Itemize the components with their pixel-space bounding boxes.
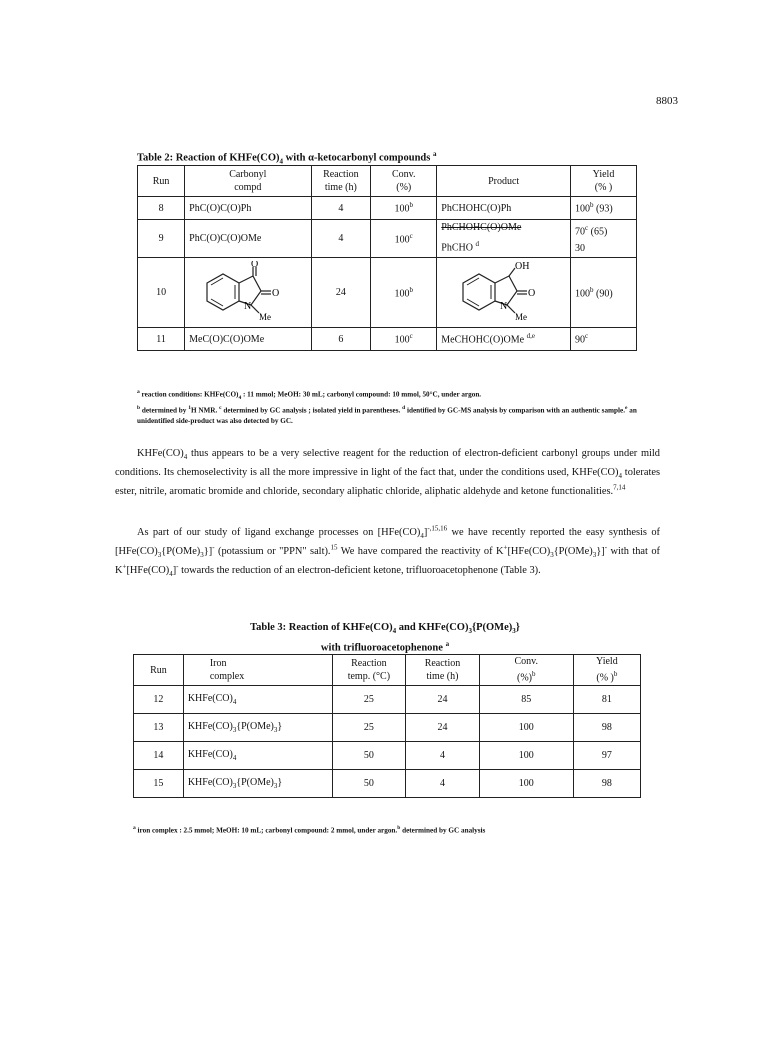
cell-product: PhCHOHC(O)OMe PhCHO $^d$ xyxy=(437,220,571,258)
cell-complex: $KHFe(CO)_3\{P(OMe)_3\}$ xyxy=(183,714,332,742)
col-header-run: Run xyxy=(138,166,185,197)
table-header-row xyxy=(134,655,641,686)
table3 xyxy=(133,654,641,798)
cell-compd: MeC(O)C(O)OMe xyxy=(185,328,311,351)
cell-conv: 100$^b$ xyxy=(371,197,437,220)
col-header-carbonyl: Carbonyl compd xyxy=(185,166,311,197)
paragraph-chemoselectivity: $KHFe(CO)_4$ thus appears to be a very selective reagent for the reduction of electron-deficient carbonyl groups under mild conditions. Its chemoselectivity is all the more impressive in light of the fact that, under the conditions used, $KHFe(CO)_4$ tolerates ester, nitrile, aromatic bromide and chloride, secondary aliphatic chloride, aliphatic aldehyde and ketone functionalities.$^{7,14}$ xyxy=(115,448,660,497)
cell-run: 15 xyxy=(134,770,184,798)
col-header-iron-complex: Iron complex xyxy=(183,655,332,686)
cell-yield: 97 xyxy=(573,742,640,770)
table-row xyxy=(134,686,641,714)
cell-run: 13 xyxy=(134,714,184,742)
table-header-row xyxy=(138,166,637,197)
table-row xyxy=(134,714,641,742)
cell-time: 24 xyxy=(406,714,480,742)
cell-temp: 25 xyxy=(332,686,406,714)
table2-caption: Table 2: Reaction of $KHFe(CO)_4$ with α-ketocarbonyl compounds $^a$ xyxy=(137,150,437,166)
cell-compd: PhC(O)C(O)Ph xyxy=(185,197,311,220)
cell-time: 4 xyxy=(311,220,371,258)
paragraph-ligand-exchange: As part of our study of ligand exchange processes on $[HFe(CO)_4]^{-,15,16}$ we have recently reported the easy synthesis of $[HFe(CO)_3\{P(OMe)_3\}]^-$ (potassium or "PPN" salt).$^{15}$ We have compared the reactivity of $K^+[HFe(CO)_3\{P(OMe)_3\}]^-$ with that of $K^+[HFe(CO)_4]^-$ towards the reduction of an electron-deficient ketone, trifluoroacetophenone (Table 3). xyxy=(115,524,660,579)
table-row xyxy=(138,197,637,220)
footnote-a: $^a$ reaction conditions: $KHFe(CO)_4$ : 11 mmol; MeOH: 30 mL; carbonyl compound: 10 mmol, 50°C, under argon. xyxy=(137,389,482,401)
cell-complex: $KHFe(CO)_3\{P(OMe)_3\}$ xyxy=(183,770,332,798)
col-header-reaction-time: Reaction time (h) xyxy=(406,655,480,686)
cell-conv: 100$^c$ xyxy=(371,220,437,258)
atom-label-o-top: O xyxy=(250,260,259,270)
atom-label-o: O xyxy=(527,287,535,299)
cell-conv: 100$^b$ xyxy=(371,258,437,328)
cell-product: MeCHOHC(O)OMe $^{d,e}$ xyxy=(437,328,571,351)
table3-footnote: $^a$ iron complex : 2.5 mmol; MeOH: 10 mL; carbonyl compound: 2 mmol, under argon.$^b$ determined by GC analysis xyxy=(133,825,486,835)
table-row xyxy=(138,328,637,351)
cell-temp: 50 xyxy=(332,770,406,798)
cell-time: 4 xyxy=(406,770,480,798)
table-row xyxy=(138,220,637,258)
atom-label-n: N xyxy=(243,300,252,312)
cell-compd: PhC(O)C(O)OMe xyxy=(185,220,311,258)
col-header-run: Run xyxy=(134,655,184,686)
table3-caption-line2: with trifluoroacetophenone $^a$ xyxy=(320,640,450,654)
col-header-conv: Conv. (%)$^b$ xyxy=(479,655,573,686)
cell-time: 6 xyxy=(311,328,371,351)
col-header-conv: Conv. (%) xyxy=(371,166,437,197)
table2-footnotes xyxy=(137,387,637,427)
cell-conv: 100 xyxy=(479,742,573,770)
cell-conv: 100$^c$ xyxy=(371,328,437,351)
col-header-reaction-temp: Reaction temp. (°C) xyxy=(332,655,406,686)
cell-run: 11 xyxy=(138,328,185,351)
footnote-b-c-d-e: $^b$ determined by $^1$H NMR. $^c$ determined by GC analysis ; isolated yield in parentheses. $^d$ identified by GC-MS analysis by comparison with an authentic sample.$^e$ an unidentified side-product was also detected by GC. xyxy=(137,405,637,426)
cell-compd-structure xyxy=(185,258,311,328)
atom-label-o: O xyxy=(271,287,280,299)
cell-run: 9 xyxy=(138,220,185,258)
cell-time: 4 xyxy=(406,742,480,770)
cell-yield: 70$^c$ (65) 30 xyxy=(571,220,637,258)
hydroxy-oxindole-structure xyxy=(449,261,559,325)
cell-yield: 100$^b$ (90) xyxy=(571,258,637,328)
cell-run: 10 xyxy=(138,258,185,328)
cell-conv: 100 xyxy=(479,714,573,742)
cell-temp: 50 xyxy=(332,742,406,770)
table3-caption-line1: Table 3: Reaction of $KHFe(CO)_4$ and $KHFe(CO)_3\{P(OMe)_3\}$ xyxy=(250,622,520,636)
cell-time: 24 xyxy=(311,258,371,328)
cell-run: 14 xyxy=(134,742,184,770)
atom-label-me: Me xyxy=(258,311,271,322)
cell-yield: 98 xyxy=(573,770,640,798)
cell-run: 12 xyxy=(134,686,184,714)
page-number: 8803 xyxy=(656,95,678,107)
cell-yield: 90$^c$ xyxy=(571,328,637,351)
atom-label-me: Me xyxy=(514,311,527,322)
col-header-reaction-time: Reaction time (h) xyxy=(311,166,371,197)
atom-label-oh: OH xyxy=(514,260,530,272)
col-header-yield: Yield (% )$^b$ xyxy=(573,655,640,686)
cell-time: 24 xyxy=(406,686,480,714)
col-header-product: Product xyxy=(437,166,571,197)
cell-yield: 81 xyxy=(573,686,640,714)
table3-caption xyxy=(150,621,620,655)
cell-conv: 100 xyxy=(479,770,573,798)
table-row xyxy=(134,770,641,798)
table-row xyxy=(138,258,637,328)
cell-product: PhCHOHC(O)Ph xyxy=(437,197,571,220)
cell-product-structure xyxy=(437,258,571,328)
cell-yield: 100$^b$ (93) xyxy=(571,197,637,220)
table-row xyxy=(134,742,641,770)
cell-complex: $KHFe(CO)_4$ xyxy=(183,686,332,714)
atom-label-n: N xyxy=(499,300,507,312)
table2 xyxy=(137,165,637,351)
n-methylisatin-structure xyxy=(193,261,303,325)
col-header-yield: Yield (% ) xyxy=(571,166,637,197)
cell-temp: 25 xyxy=(332,714,406,742)
cell-conv: 85 xyxy=(479,686,573,714)
cell-yield: 98 xyxy=(573,714,640,742)
cell-run: 8 xyxy=(138,197,185,220)
cell-complex: $KHFe(CO)_4$ xyxy=(183,742,332,770)
cell-time: 4 xyxy=(311,197,371,220)
